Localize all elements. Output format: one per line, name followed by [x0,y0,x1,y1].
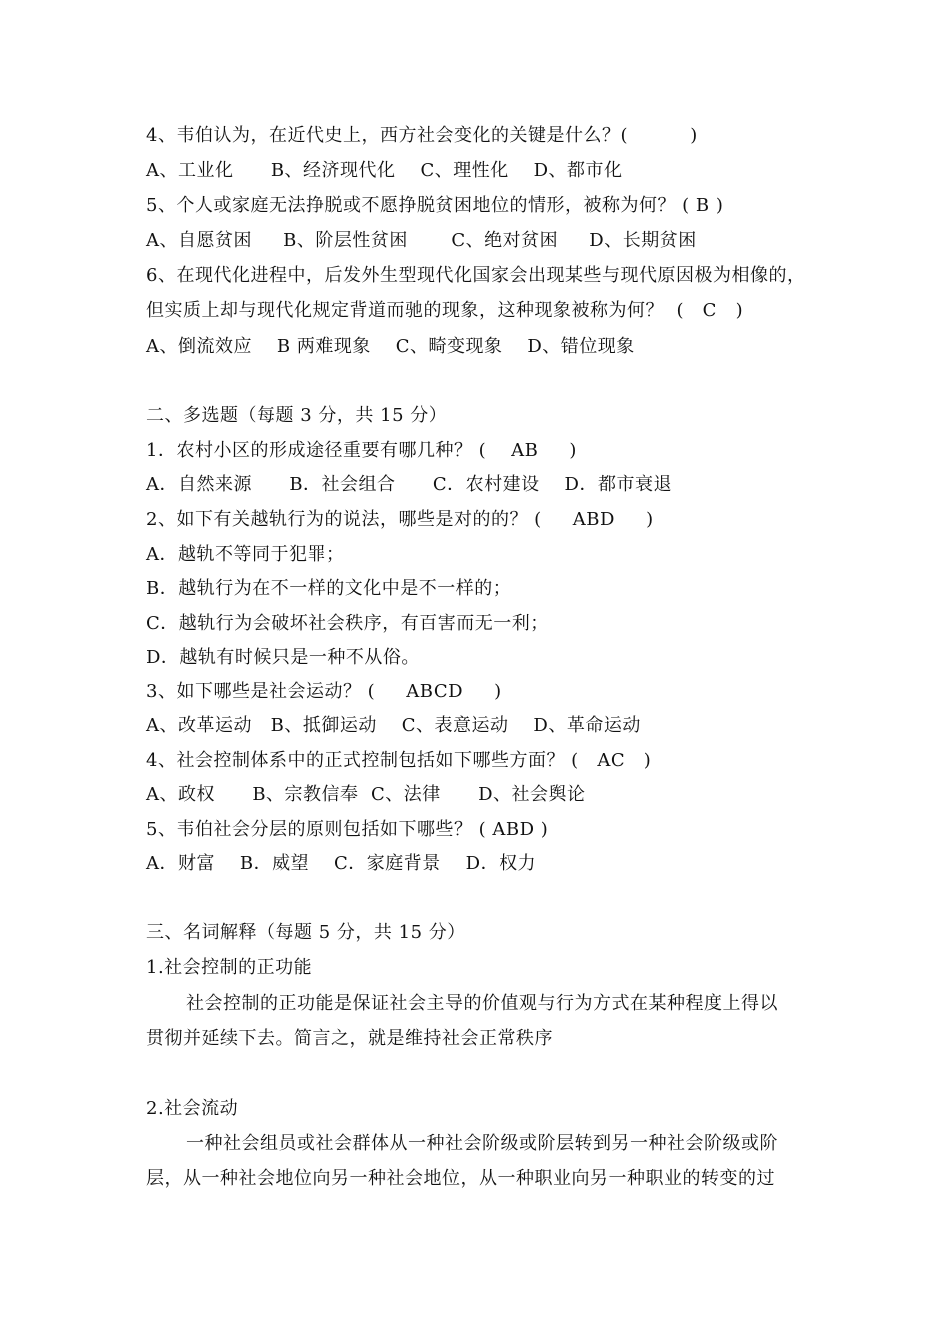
mc-question-3-stem: 3、如下哪些是社会运动？ ( ABCD ) [146,681,502,702]
mc-question-2-stem: 2、如下有关越轨行为的说法，哪些是对的的？ ( ABD ) [146,509,654,530]
term-2-definition-line2: 层，从一种社会地位向另一种社会地位，从一种职业向另一种职业的转变的过 [146,1168,775,1189]
question-5-options: A、自愿贫困 B、阶层性贫困 C、绝对贫困 D、长期贫困 [146,230,697,251]
mc-question-1-stem: 1．农村小区的形成途径重要有哪几种？ ( AB ) [146,440,577,461]
mc-question-2-option-a: A．越轨不等同于犯罪； [146,544,345,565]
term-2-definition-line1: 一种社会组员或社会群体从一种社会阶级或阶层转到另一种社会阶级或阶 [186,1133,778,1154]
question-6-stem-line2: 但实质上却与现代化规定背道而驰的现象，这种现象被称为何？ ( C ) [146,300,744,321]
mc-question-4-options: A、政权 B、宗教信奉 C、法律 D、社会舆论 [146,784,586,805]
section-2-heading: 二、多选题（每题 3 分，共 15 分） [146,405,448,426]
mc-question-2-option-c: C．越轨行为会破坏社会秩序，有百害而无一利； [146,613,549,634]
term-1-definition-line2: 贯彻并延续下去。简言之，就是维持社会正常秩序 [146,1028,553,1049]
term-2-title: 2.社会流动 [146,1098,239,1119]
term-1-title: 1.社会控制的正功能 [146,957,313,978]
mc-question-4-stem: 4、社会控制体系中的正式控制包括如下哪些方面？ ( AC ) [146,750,652,771]
mc-question-5-options: A．财富 B．威望 C．家庭背景 D．权力 [146,853,537,874]
mc-question-2-option-d: D．越轨有时候只是一种不从俗。 [146,647,420,668]
question-4-stem: 4、韦伯认为，在近代史上，西方社会变化的关键是什么？( ) [146,125,698,146]
mc-question-2-option-b: B．越轨行为在不一样的文化中是不一样的； [146,578,512,599]
mc-question-5-stem: 5、韦伯社会分层的原则包括如下哪些？ ( ABD ) [146,819,549,840]
question-5-stem: 5、个人或家庭无法挣脱或不愿挣脱贫困地位的情形，被称为何？ ( B ) [146,195,724,216]
mc-question-1-options: A．自然来源 B．社会组合 C．农村建设 D．都市衰退 [146,474,672,495]
question-4-options: A、工业化 B、经济现代化 C、理性化 D、都市化 [146,160,623,181]
mc-question-3-options: A、改革运动 B、抵御运动 C、表意运动 D、革命运动 [146,715,641,736]
question-6-stem-line1: 6、在现代化进程中，后发外生型现代化国家会出现某些与现代原因极为相像的， [146,265,806,286]
question-6-options: A、倒流效应 B 两难现象 C、畸变现象 D、错位现象 [146,336,635,357]
section-3-heading: 三、名词解释（每题 5 分，共 15 分） [146,922,466,943]
term-1-definition-line1: 社会控制的正功能是保证社会主导的价值观与行为方式在某种程度上得以 [186,993,778,1014]
